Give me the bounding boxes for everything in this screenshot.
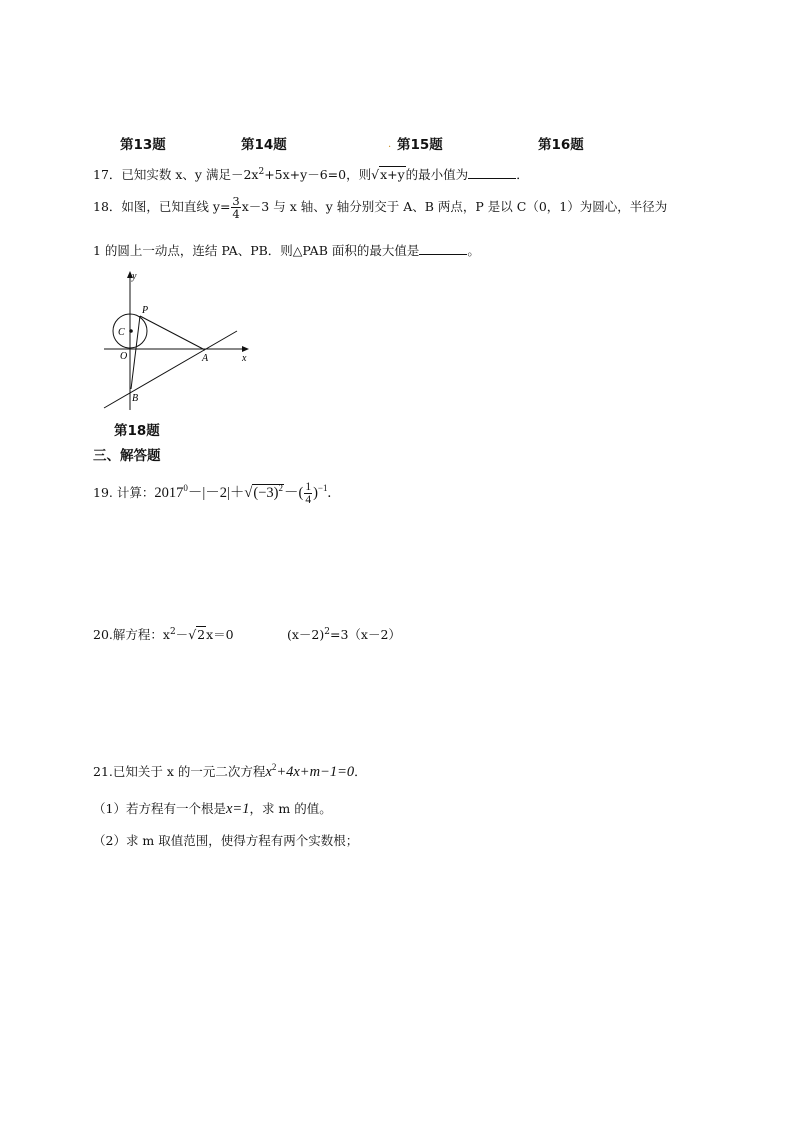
question-20: [93, 625, 234, 643]
q18-answer-blank[interactable]: [419, 242, 467, 255]
q20-second-b: =3（x－2）: [330, 627, 401, 642]
q20-exp: 2: [169, 626, 176, 637]
q17-end: ．: [516, 167, 529, 182]
q19-exp0: 0: [183, 483, 188, 494]
q21-eq-exp: 2: [271, 762, 277, 773]
segment-pb: [131, 316, 140, 389]
q21-p1-a: （1）若方程有一个根是: [93, 801, 226, 816]
q21-p1-eq: x=1: [225, 801, 250, 817]
q19-frac-den: 4: [305, 494, 312, 507]
q21-eq-rest: +4x+m−1=0: [276, 764, 355, 780]
q21-p1-b: ，求 m 的值。: [249, 801, 332, 816]
question-17: [93, 165, 529, 183]
label-x: x: [242, 353, 247, 364]
q21-eq-x: x: [265, 764, 272, 780]
x-axis-arrow: [242, 346, 249, 352]
q19-abs: －|－2|＋: [187, 485, 245, 501]
q21-end: ．: [354, 764, 367, 779]
q19-base: 2017: [154, 485, 184, 501]
q20-radicand: 2: [197, 627, 206, 642]
question-18-line1: [93, 195, 667, 220]
question-19: [93, 481, 331, 506]
figure-label-15: 第15题: [397, 137, 443, 153]
label-b: B: [132, 393, 139, 404]
q17-answer-blank[interactable]: [468, 166, 516, 179]
figure-label-13: 第13题: [120, 137, 166, 153]
q19-frac-num: 1: [305, 481, 312, 494]
q18-frac-den: 4: [232, 207, 240, 221]
label-y: y: [132, 271, 137, 282]
q18-text-c: 1 的圆上一动点，连结 PA、PB．则△PAB 面积的最大值是: [93, 243, 420, 258]
question-20-second: [287, 625, 401, 643]
question-21-part2: （2）求 m 取值范围，使得方程有两个实数根；: [93, 833, 359, 848]
line-ab: [104, 331, 237, 408]
q17-radicand: x+y: [380, 167, 405, 182]
q18-fraction: [231, 195, 240, 220]
q17-text-c: 的最小值为: [405, 167, 469, 182]
q20-sqrt: √2: [188, 627, 206, 642]
q20-mid: －: [175, 627, 189, 642]
stray-dot: .: [388, 139, 392, 150]
question-21: [93, 762, 367, 781]
q19-radicand: (−3): [253, 485, 279, 501]
q17-text-a: 17．已知实数 x、y 满足－2x: [93, 167, 259, 182]
q20-second-exp: 2: [324, 626, 330, 637]
segment-pa: [140, 316, 205, 350]
q18-end: 。: [467, 243, 480, 258]
label-p: P: [142, 305, 149, 316]
q18-frac-num: 3: [232, 194, 240, 208]
q20-second-a: (x－2): [287, 627, 325, 642]
label-a: A: [202, 353, 209, 364]
center-point: [129, 329, 133, 333]
question-18-line2: [93, 241, 480, 259]
label-c: C: [118, 327, 125, 338]
q19-minus: －(: [283, 485, 304, 501]
q19-exp-neg: −1: [317, 483, 328, 494]
q18-caption: 第18题: [114, 423, 160, 439]
q18-text-b: x－3 与 x 轴、y 轴分别交于 A、B 两点，P 是以 C（0，1）为圆心，半径为: [241, 199, 668, 214]
q21-text-a: 21.已知关于 x 的一元二次方程: [93, 764, 266, 779]
q19-rad-exp: 2: [278, 483, 283, 494]
label-o: O: [120, 351, 128, 362]
q17-sqrt: √x+y: [371, 167, 405, 182]
q19-text-a: 19. 计算：: [93, 485, 155, 500]
q19-fraction: [304, 481, 312, 506]
q19-close: ): [313, 485, 318, 501]
q19-sqrt: $√(-3)^2$: [244, 483, 283, 501]
q18-diagram: [98, 265, 258, 415]
q17-text-b: +5x+y－6=0，则: [264, 167, 372, 182]
question-21-part1: [93, 799, 332, 818]
q17-exponent: 2: [258, 166, 265, 177]
figure-label-14: 第14题: [241, 137, 287, 153]
q20-text-b: x＝0: [206, 627, 234, 642]
q19-end: .: [327, 485, 332, 501]
figure-label-16: 第16题: [538, 137, 584, 153]
q18-text-a: 18．如图，已知直线 y=: [93, 199, 231, 214]
q20-text-a: 20.解方程：x: [93, 627, 170, 642]
section-3-heading: 三、解答题: [93, 448, 161, 464]
